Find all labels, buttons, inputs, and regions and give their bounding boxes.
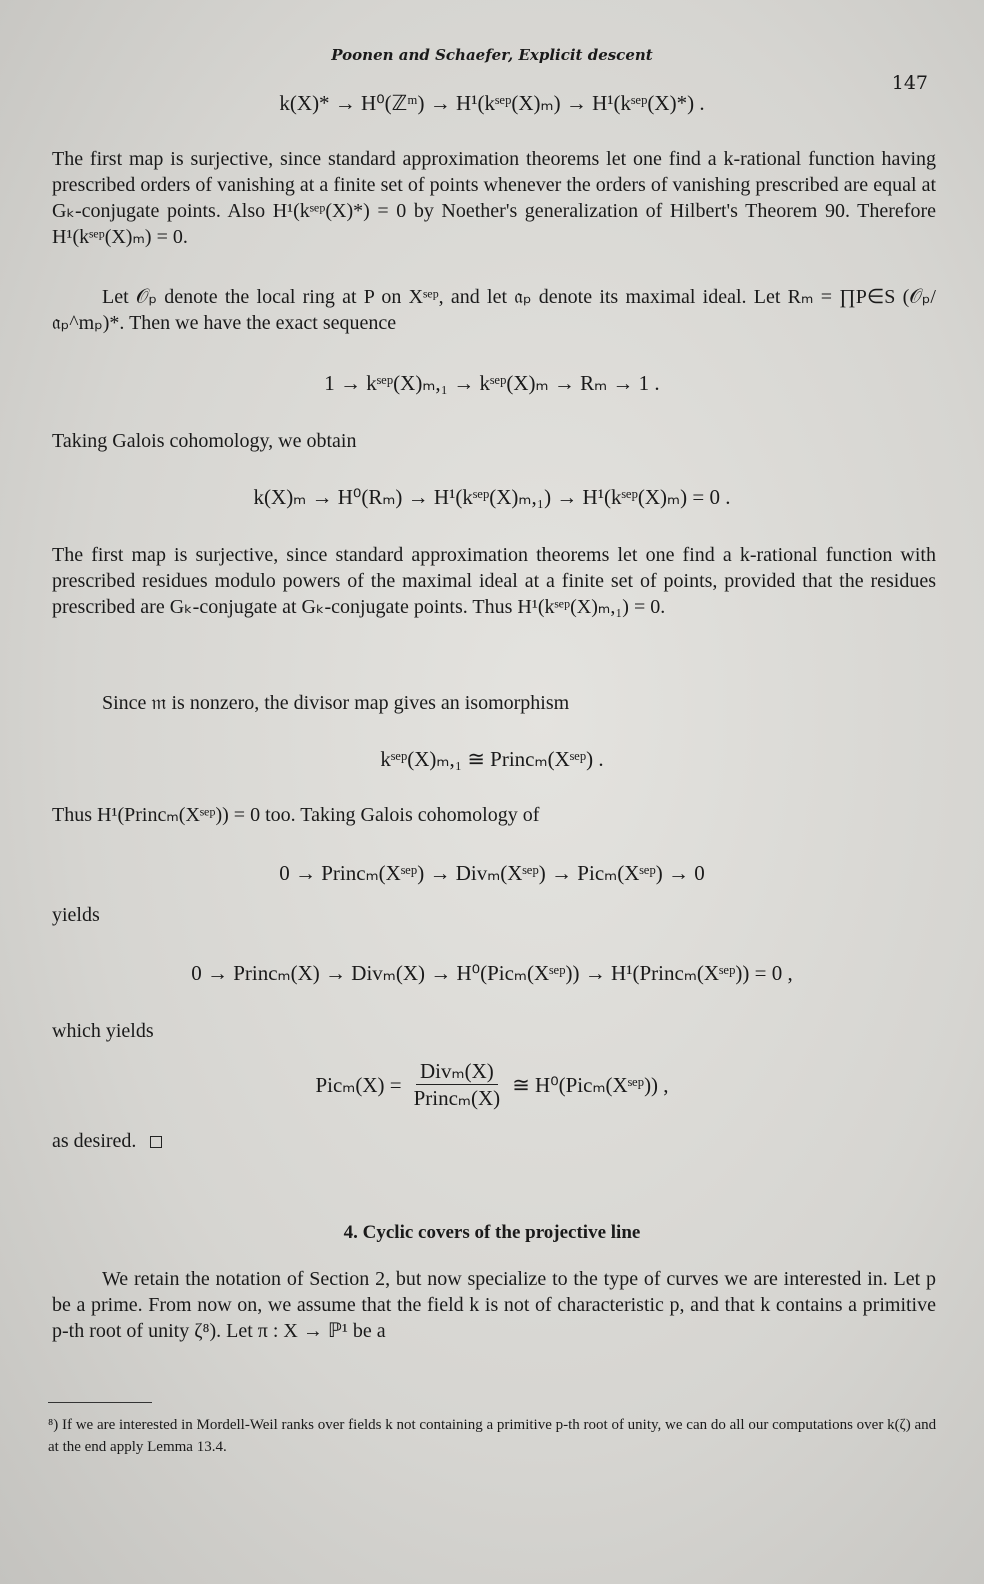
pic-denominator: Princₘ(X) — [413, 1086, 501, 1110]
paragraph-section-intro: We retain the notation of Section 2, but now specialize to the type of curves we are interested in. Let p be a prime. From now on, we assume that the field k is not of characteristic p, and that k contains a primitive p-th root of unity ζ⁸). Let π : X → ℙ¹ be a — [52, 1268, 936, 1342]
as-desired-text: as desired. — [52, 1130, 137, 1152]
section-heading: 4. Cyclic covers of the projective line — [343, 1222, 641, 1243]
equation-exact-sequence-2: k(X)ₘ → H⁰(Rₘ) → H¹(kˢᵉᵖ(X)ₘ,₁) → H¹(kˢᵉᵖ(X)ₘ) = 0 . — [253, 485, 731, 509]
pic-fraction — [410, 1058, 505, 1111]
pic-lhs: Picₘ(X) = — [315, 1072, 402, 1097]
paragraph-residues: The first map is surjective, since standard approximation theorems let one find a k-rational function with prescribed residues modulo powers of the maximal ideal at a finite set of points, provided that the residues prescribed are Gₖ-conjugate at Gₖ-conjugate points. Thus H¹(kˢᵉᵖ(X)ₘ,₁) = 0. — [52, 544, 936, 618]
equation-exact-sequence-4: 0 → Princₘ(X) → Divₘ(X) → H⁰(Picₘ(Xˢᵉᵖ)) → H¹(Princₘ(Xˢᵉᵖ)) = 0 , — [191, 961, 793, 985]
paragraph-yields: yields — [52, 904, 100, 926]
paragraph-local-ring: Let 𝒪ₚ denote the local ring at P on Xˢᵉᵖ, and let 𝔞ₚ denote its maximal ideal. Let Rₘ = ∏P∈S (𝒪ₚ/𝔞ₚ^mₚ)*. Then we have the exact sequence — [52, 286, 936, 334]
equation-exact-sequence-3: 0 → Princₘ(Xˢᵉᵖ) → Divₘ(Xˢᵉᵖ) → Picₘ(Xˢᵉᵖ) → 0 — [279, 861, 705, 885]
equation-isomorphism: kˢᵉᵖ(X)ₘ,₁ ≅ Princₘ(Xˢᵉᵖ) . — [380, 747, 604, 771]
paragraph-galois-cohomology: Taking Galois cohomology, we obtain — [52, 430, 357, 452]
running-head: Poonen and Schaefer, Explicit descent — [331, 46, 653, 64]
paragraph-divisor-map: Since 𝔪 is nonzero, the divisor map gives an isomorphism — [102, 692, 570, 714]
qed-square-icon — [150, 1136, 162, 1148]
equation-top: k(X)* → H⁰(ℤᵐ) → H¹(kˢᵉᵖ(X)ₘ) → H¹(kˢᵉᵖ(X)*) . — [279, 91, 705, 115]
footnote: ⁸) If we are interested in Mordell-Weil ranks over fields k not containing a primitive p-th root of unity, we can do all our computations over k(ζ) and at the end apply Lemma 13.4. — [48, 1417, 937, 1455]
paragraph-first-map-surjective: The first map is surjective, since standard approximation theorems let one find a k-rational function having prescribed orders of vanishing at a finite set of points whenever the orders of vanishing prescribed are equal at Gₖ-conjugate points. Also H¹(kˢᵉᵖ(X)*) = 0 by Noether's generalization of Hilbert's Theorem 90. Therefore H¹(kˢᵉᵖ(X)ₘ) = 0. — [52, 148, 936, 248]
page-number: 147 — [891, 72, 928, 94]
paragraph-which-yields: which yields — [52, 1020, 154, 1042]
paragraph-as-desired — [52, 1128, 936, 1154]
equation-pic-quotient — [0, 1058, 984, 1111]
pic-rhs: ≅ H⁰(Picₘ(Xˢᵉᵖ)) , — [512, 1072, 669, 1097]
equation-exact-sequence-1: 1 → kˢᵉᵖ(X)ₘ,₁ → kˢᵉᵖ(X)ₘ → Rₘ → 1 . — [324, 371, 660, 395]
pic-numerator: Divₘ(X) — [416, 1058, 498, 1085]
paragraph-thus-h1: Thus H¹(Princₘ(Xˢᵉᵖ)) = 0 too. Taking Galois cohomology of — [52, 804, 540, 826]
footnote-divider — [48, 1402, 152, 1403]
